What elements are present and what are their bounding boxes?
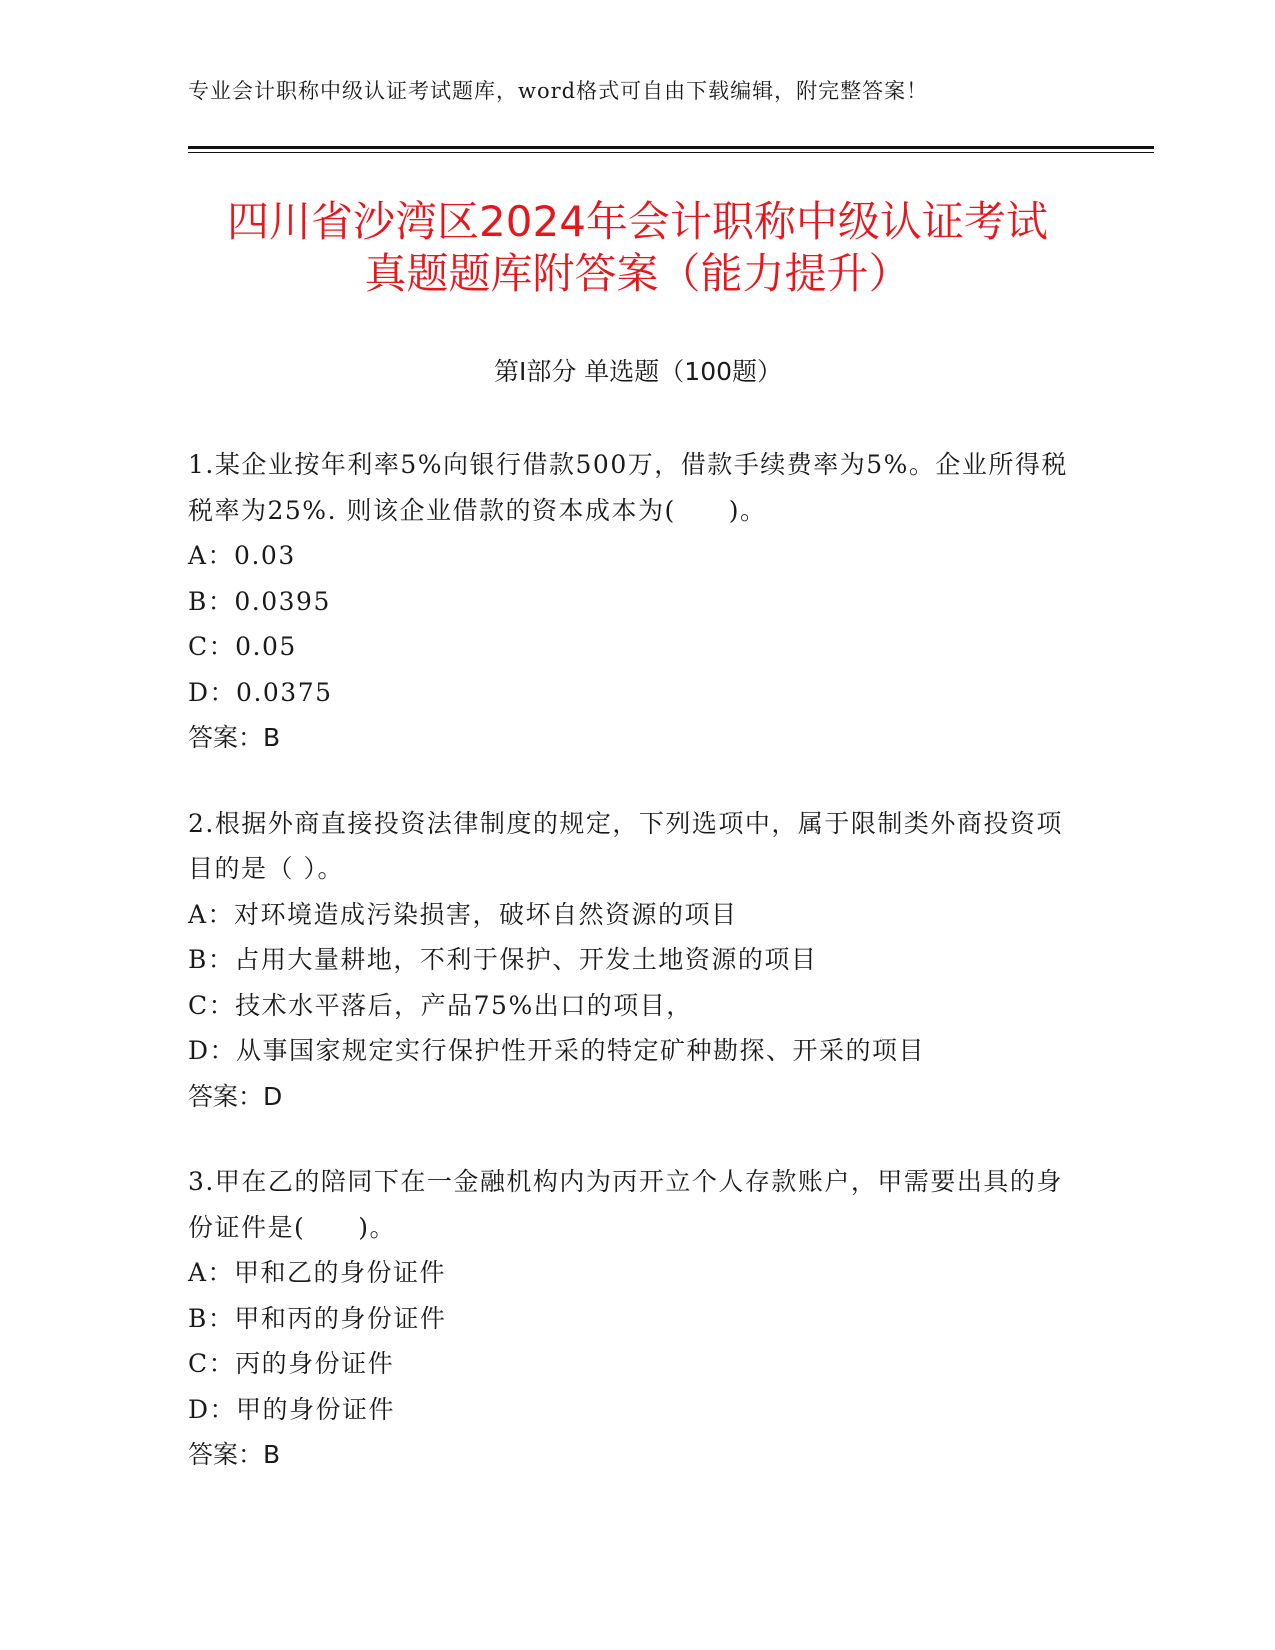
option-b: B：0.0395 bbox=[188, 586, 331, 616]
option-c: C：丙的身份证件 bbox=[188, 1349, 395, 1378]
question-stem: 3.甲在乙的陪同下在一金融机构内为丙开立个人存款账户，甲需要出具的身份证件是( )。 bbox=[188, 1167, 1063, 1242]
document-title-line-1: 四川省沙湾区2024年会计职称中级认证考试 bbox=[227, 197, 1048, 246]
option-b: B：占用大量耕地，不利于保护、开发土地资源的项目 bbox=[188, 945, 818, 974]
question-1 bbox=[188, 442, 1088, 761]
section-heading: 第Ⅰ部分 单选题（100题） bbox=[493, 357, 783, 386]
answer-line: 答案：D bbox=[188, 1081, 283, 1111]
question-stem: 1.某企业按年利率5%向银行借款500万，借款手续费率为5%。企业所得税税率为25%. 则该企业借款的资本成本为( )。 bbox=[188, 450, 1068, 525]
option-a: A：甲和乙的身份证件 bbox=[188, 1258, 447, 1287]
header-rule-thick bbox=[188, 146, 1154, 149]
answer-line: 答案：B bbox=[188, 723, 281, 752]
option-b: B：甲和丙的身份证件 bbox=[188, 1303, 447, 1333]
option-d: D：从事国家规定实行保护性开采的特定矿种勘探、开采的项目 bbox=[188, 1036, 926, 1065]
header-note: 专业会计职称中级认证考试题库，word格式可自由下载编辑，附完整答案！ bbox=[188, 79, 929, 103]
question-stem: 2.根据外商直接投资法律制度的规定，下列选项中，属于限制类外商投资项目的是（ ）。 bbox=[188, 808, 1063, 883]
option-d: D：甲的身份证件 bbox=[188, 1394, 396, 1424]
document-title bbox=[140, 196, 1135, 300]
question-2 bbox=[188, 801, 1088, 1120]
answer-line: 答案：B bbox=[188, 1440, 281, 1469]
option-c: C：0.05 bbox=[188, 632, 297, 661]
option-c: C：技术水平落后，产品75%出口的项目， bbox=[188, 990, 693, 1020]
option-a: A：对环境造成污染损害，破坏自然资源的项目 bbox=[188, 899, 738, 929]
document-title-line-2: 真题题库附答案（能力提升） bbox=[364, 249, 911, 298]
option-d: D：0.0375 bbox=[188, 677, 333, 707]
question-list bbox=[188, 442, 1088, 1518]
header-rule-thin bbox=[188, 152, 1154, 153]
question-3 bbox=[188, 1159, 1088, 1478]
option-a: A：0.03 bbox=[188, 541, 296, 570]
